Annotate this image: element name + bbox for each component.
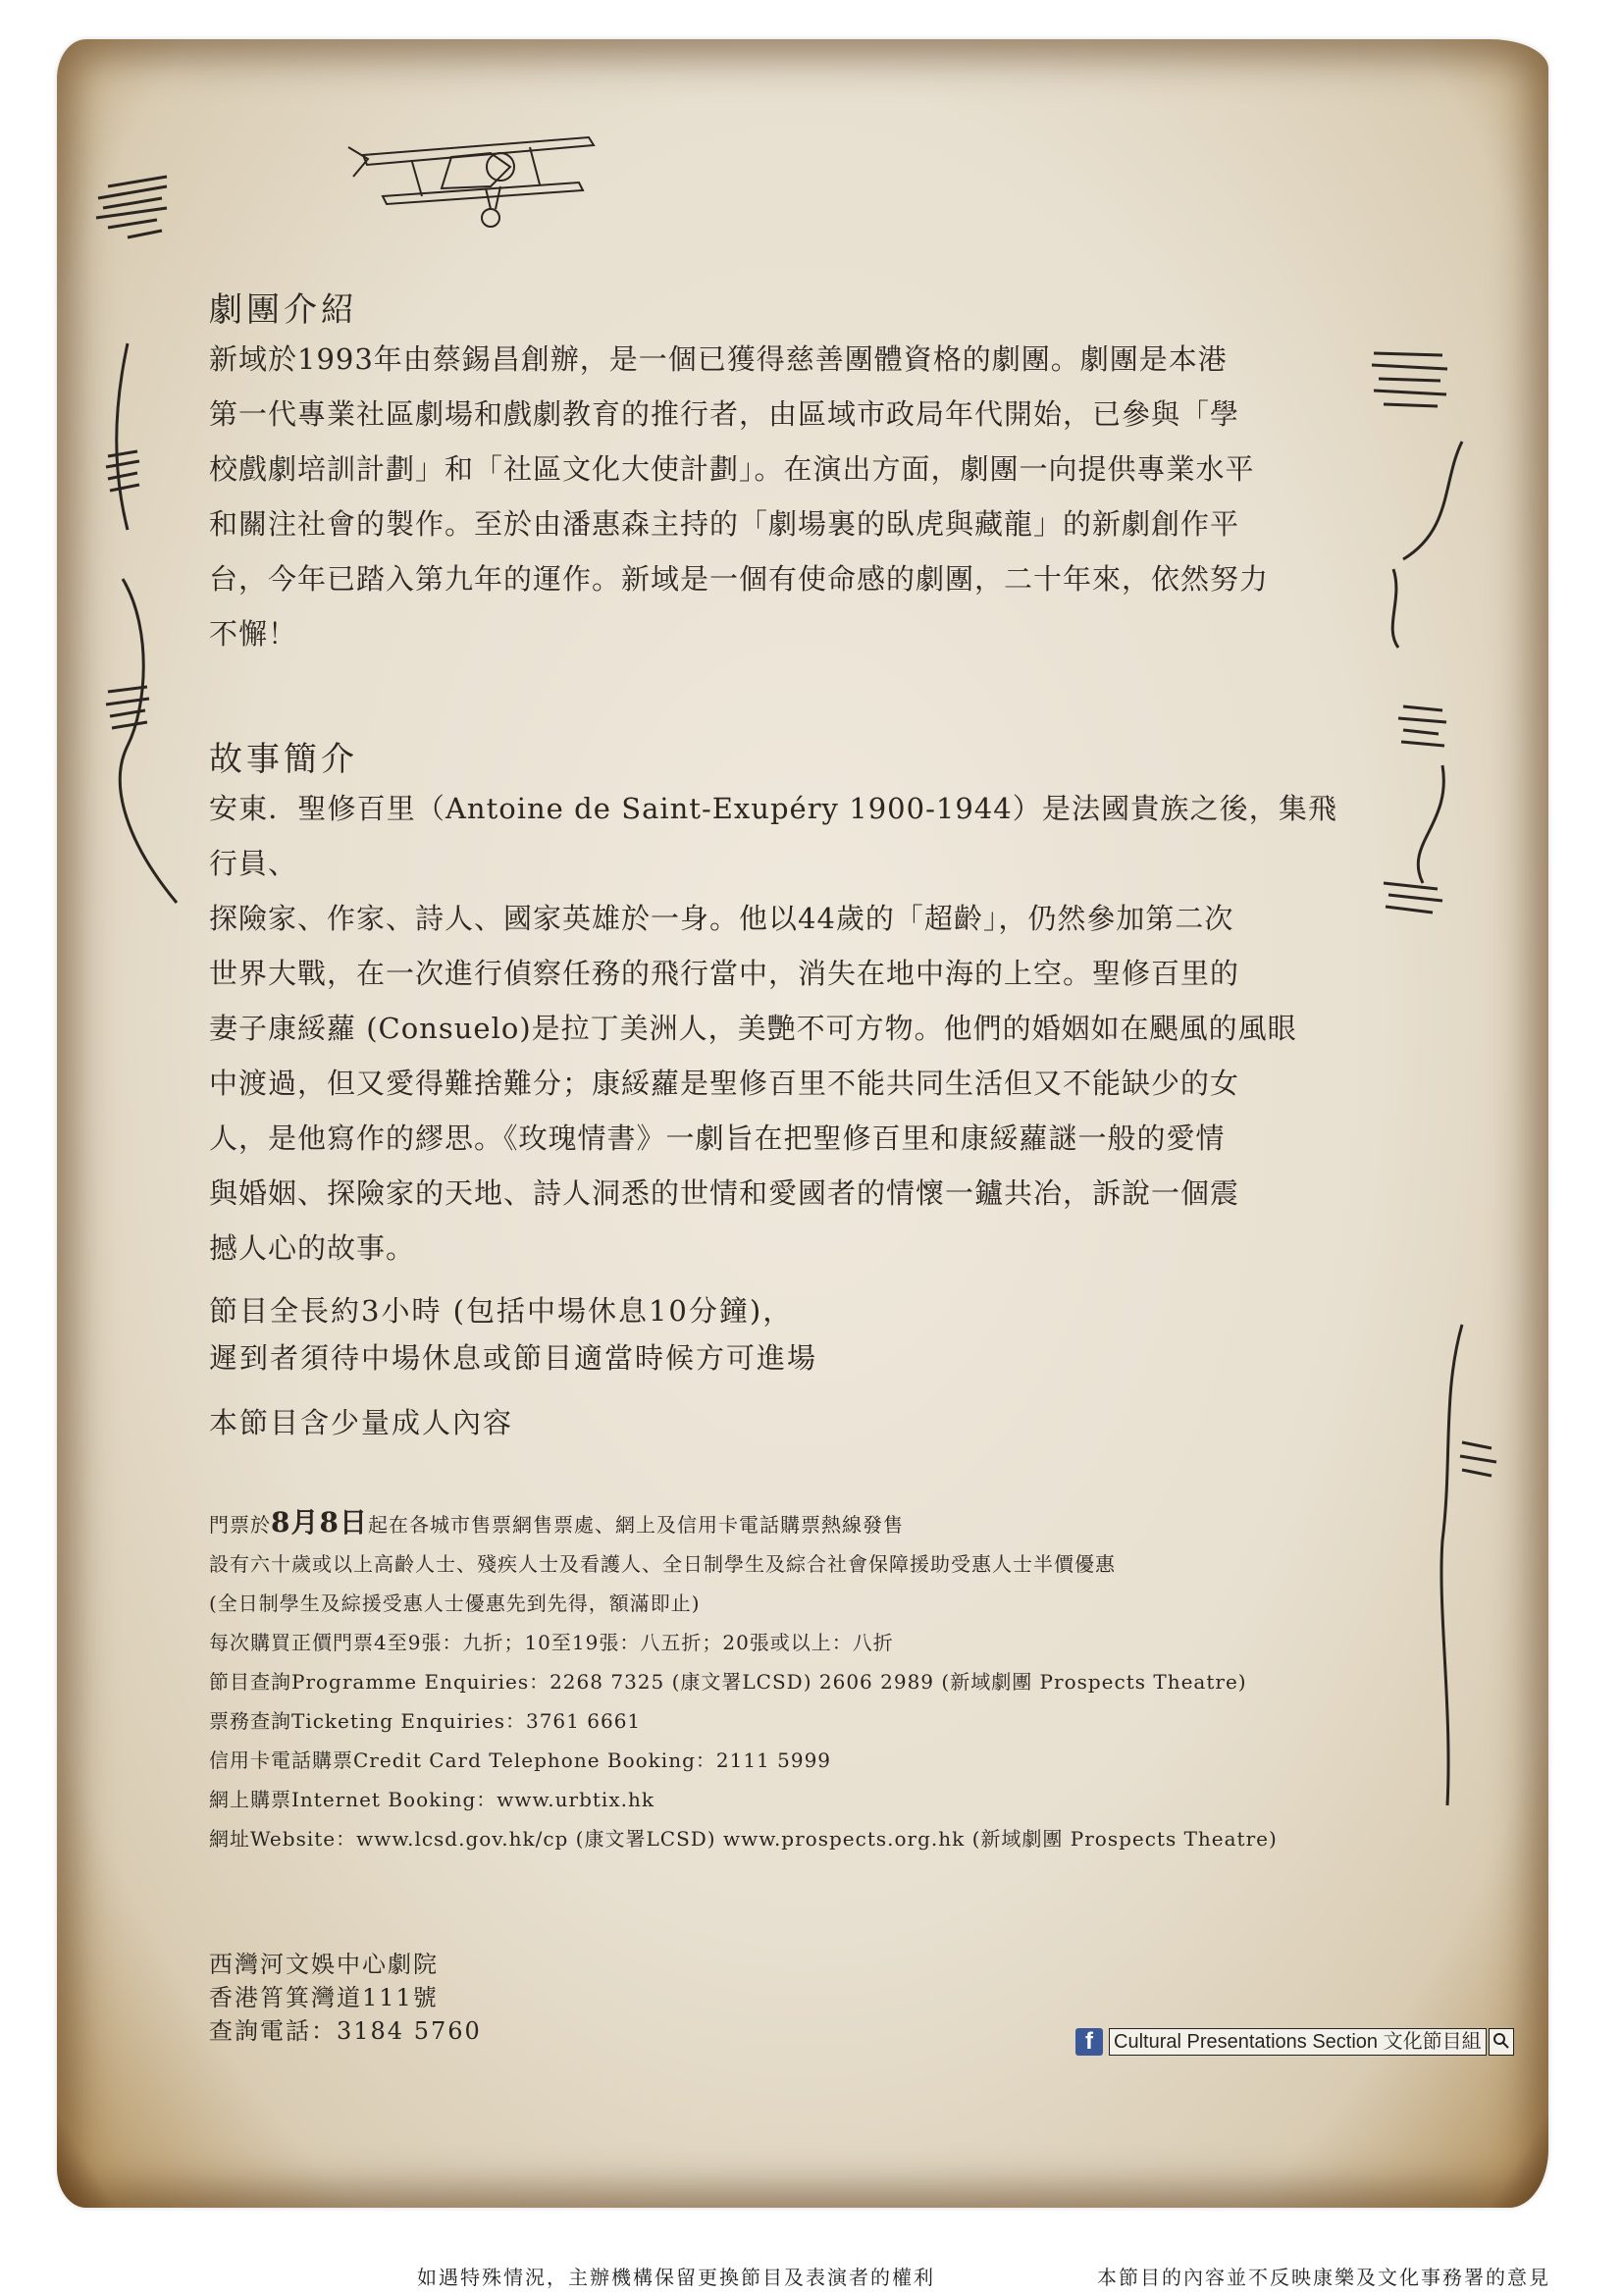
venue-phone: 查詢電話：3184 5760 [209,2017,482,2045]
story-line: 中渡過，但又愛得難捨難分；康綏蘿是聖修百里不能共同生活但又不能缺少的女 [209,1067,1240,1100]
story-line: 妻子康綏蘿 (Consuelo)是拉丁美洲人，美艷不可方物。他們的婚姻如在颶風的風眼 [209,1012,1297,1045]
sale-prefix: 門票於 [209,1513,271,1537]
intro-line: 台，今年已踏入第九年的運作。新域是一個有使命感的劇團，二十年來，依然努力 [209,562,1270,596]
intro-line: 不懈！ [209,617,298,651]
story-line: 撼人心的故事。 [209,1231,416,1265]
ticketing-enquiries: 票務查詢Ticketing Enquiries：3761 6661 [209,1709,642,1733]
intro-line: 新域於1993年由蔡錫昌創辦，是一個已獲得慈善團體資格的劇團。劇團是本港 [209,342,1228,376]
sale-date: 8月8日 [271,1506,368,1539]
story-line: 探險家、作家、詩人、國家英雄於一身。他以44歲的「超齡」，仍然參加第二次 [209,902,1234,935]
facebook-page-label: Cultural Presentations Section 文化節目組 [1109,2028,1487,2056]
duration-note [209,1287,817,1382]
concession-note: (全日制學生及綜援受惠人士優惠先到先得，額滿即止) [209,1592,701,1615]
search-icon [1489,2028,1514,2056]
right-hatch-scribbles [1344,334,1482,1825]
intro-line: 第一代專業社區劇場和戲劇教育的推行者，由區域市政局年代開始，已參與「學 [209,397,1240,431]
intro-paragraph [209,332,1337,661]
discount-line: 每次購買正價門票4至9張：九折；10至19張：八五折；20張或以上：八折 [209,1631,894,1654]
story-title: 故事簡介 [209,740,358,779]
concession-line: 設有六十歲或以上高齡人士、殘疾人士及看護人、全日制學生及綜合社會保障援助受惠人士半價優惠 [209,1552,1116,1576]
intro-line: 校戲劇培訓計劃」和「社區文化大使計劃」。在演出方面，劇團一向提供專業水平 [209,452,1255,486]
intro-title: 劇團介紹 [209,290,358,330]
footer-disclaimer-right: 本節目的內容並不反映康樂及文化事務署的意見 [1097,2266,1550,2289]
facebook-search-badge[interactable] [1075,2027,1514,2057]
website-link[interactable]: 網址Website：www.lcsd.gov.hk/cp (康文署LCSD) www.prospects.org.hk (新域劇團 Prospects Theatre) [209,1827,1278,1851]
late-entry-line: 遲到者須待中場休息或節目適當時候方可進場 [209,1341,818,1375]
sale-suffix: 起在各城市售票網售票處、網上及信用卡電話購票熱線發售 [367,1513,904,1537]
venue-address: 香港筲箕灣道111號 [209,1984,439,2011]
venue-info [209,1948,482,2048]
biplane-illustration [343,108,618,235]
story-paragraph [209,781,1337,1276]
story-line: 安東．聖修百里（Antoine de Saint-Exupéry 1900-1944）是法國貴族之後，集飛行員、 [209,792,1337,880]
internet-booking-link[interactable]: 網上購票Internet Booking：www.urbtix.hk [209,1788,654,1811]
adult-content-note: 本節目含少量成人內容 [209,1406,514,1439]
story-line: 世界大戰，在一次進行偵察任務的飛行當中，消失在地中海的上空。聖修百里的 [209,957,1240,990]
programme-enquiries: 節目查詢Programme Enquiries：2268 7325 (康文署LCSD) 2606 2989 (新域劇團 Prospects Theatre) [209,1670,1247,1694]
ticket-info [209,1503,1278,1858]
story-line: 與婚姻、探險家的天地、詩人洞悉的世情和愛國者的情懷一鑪共冶，訴說一個震 [209,1176,1240,1210]
story-line: 人，是他寫作的繆思。《玫瑰情書》一劇旨在把聖修百里和康綏蘿謎一般的愛情 [209,1122,1226,1155]
credit-card-booking: 信用卡電話購票Credit Card Telephone Booking：2111 5999 [209,1748,832,1772]
left-hatch-scribbles [69,157,186,942]
footer-disclaimer-left: 如遇特殊情況，主辦機構保留更換節目及表演者的權利 [417,2266,935,2289]
facebook-icon: f [1075,2028,1103,2056]
intro-line: 和關注社會的製作。至於由潘惠森主持的「劇場裏的臥虎與藏龍」的新劇創作平 [209,507,1240,541]
ticket-sale-line [209,1503,1278,1544]
venue-name: 西灣河文娛中心劇院 [209,1951,439,1978]
duration-line: 節目全長約3小時 (包括中場休息10分鐘)， [209,1294,794,1328]
